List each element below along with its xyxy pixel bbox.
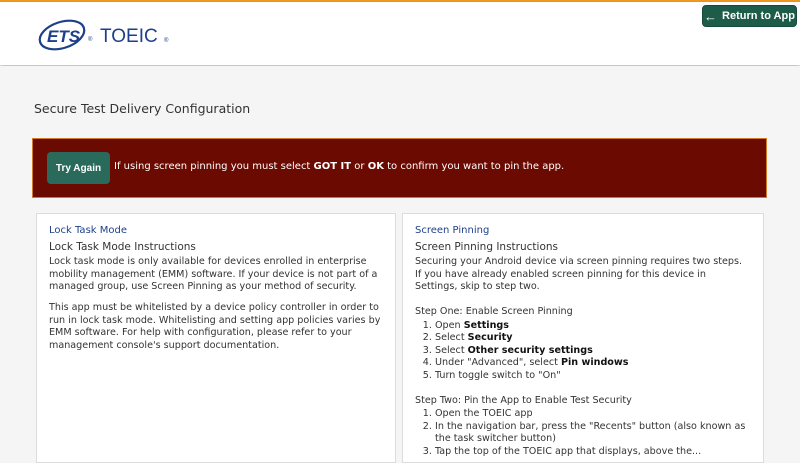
lock-task-paragraph-1: Lock task mode is only available for devices enrolled in enterprise mobility management (EMM) software. If your device is not part of a managed group, use Screen Pinning as your method of security. [49, 256, 378, 293]
main-content [0, 66, 800, 457]
list-item: 3. Tap the top of the TOEIC app that displays, above the... [435, 446, 751, 459]
lock-task-mode-card [36, 213, 396, 463]
step-two-title: Step Two: Pin the App to Enable Test Security [415, 394, 632, 406]
alert-message [114, 161, 754, 172]
step-one-list [415, 320, 751, 383]
screen-pinning-intro: Securing your Android device via screen pinning requires two steps. If you have already enabled screen pinning for this device in Settings, skip to step two. [415, 256, 742, 293]
list-item: 2. Select Security [435, 332, 751, 345]
screen-pinning-title: Screen Pinning [415, 225, 490, 236]
alert-text-suffix: to confirm you want to pin the app. [383, 161, 565, 172]
list-item: 1. Open the TOEIC app [435, 408, 751, 421]
list-item: 4. Under "Advanced", select Pin windows [435, 357, 751, 370]
list-item: 2. In the navigation bar, press the "Recents" button (also known as the task switcher button) [435, 421, 751, 446]
step-two-list [415, 408, 751, 458]
lock-task-subtitle: Lock Task Mode Instructions [49, 240, 196, 253]
return-to-app-label: Return to App [722, 10, 795, 22]
return-to-app-button[interactable] [702, 5, 797, 27]
arrow-left-icon: ← [704, 8, 718, 24]
lock-task-paragraph-2: This app must be whitelisted by a device policy controller in order to run in lock task mode. Whitelisting and setting app policies varies by EMM software. For help with configuration, please refer to your management console's support documentation. [49, 301, 381, 351]
svg-text:ETS: ETS [47, 27, 81, 46]
list-item: 3. Select Other security settings [435, 345, 751, 358]
screen-pinning-subtitle: Screen Pinning Instructions [415, 240, 559, 253]
list-item: 5. Turn toggle switch to "On" [435, 370, 751, 383]
alert-ok: OK [367, 161, 384, 172]
try-again-button[interactable]: Try Again [47, 152, 110, 184]
alert-text-prefix: If using screen pinning you must select [114, 161, 314, 172]
header [0, 2, 800, 65]
lock-task-title: Lock Task Mode [49, 225, 127, 236]
alert-got-it: GOT IT [313, 161, 352, 172]
list-item: 1. Open Settings [435, 320, 751, 333]
svg-text:®: ® [88, 37, 93, 43]
page-title: Secure Test Delivery Configuration [34, 101, 251, 116]
alert-text-mid: or [351, 161, 368, 172]
svg-text:TOEIC: TOEIC [100, 26, 158, 47]
pinning-alert [32, 138, 767, 198]
svg-text:®: ® [164, 38, 169, 44]
screen-pinning-card [402, 213, 764, 463]
step-one-title: Step One: Enable Screen Pinning [415, 305, 573, 317]
ets-toeic-logo [38, 16, 178, 56]
